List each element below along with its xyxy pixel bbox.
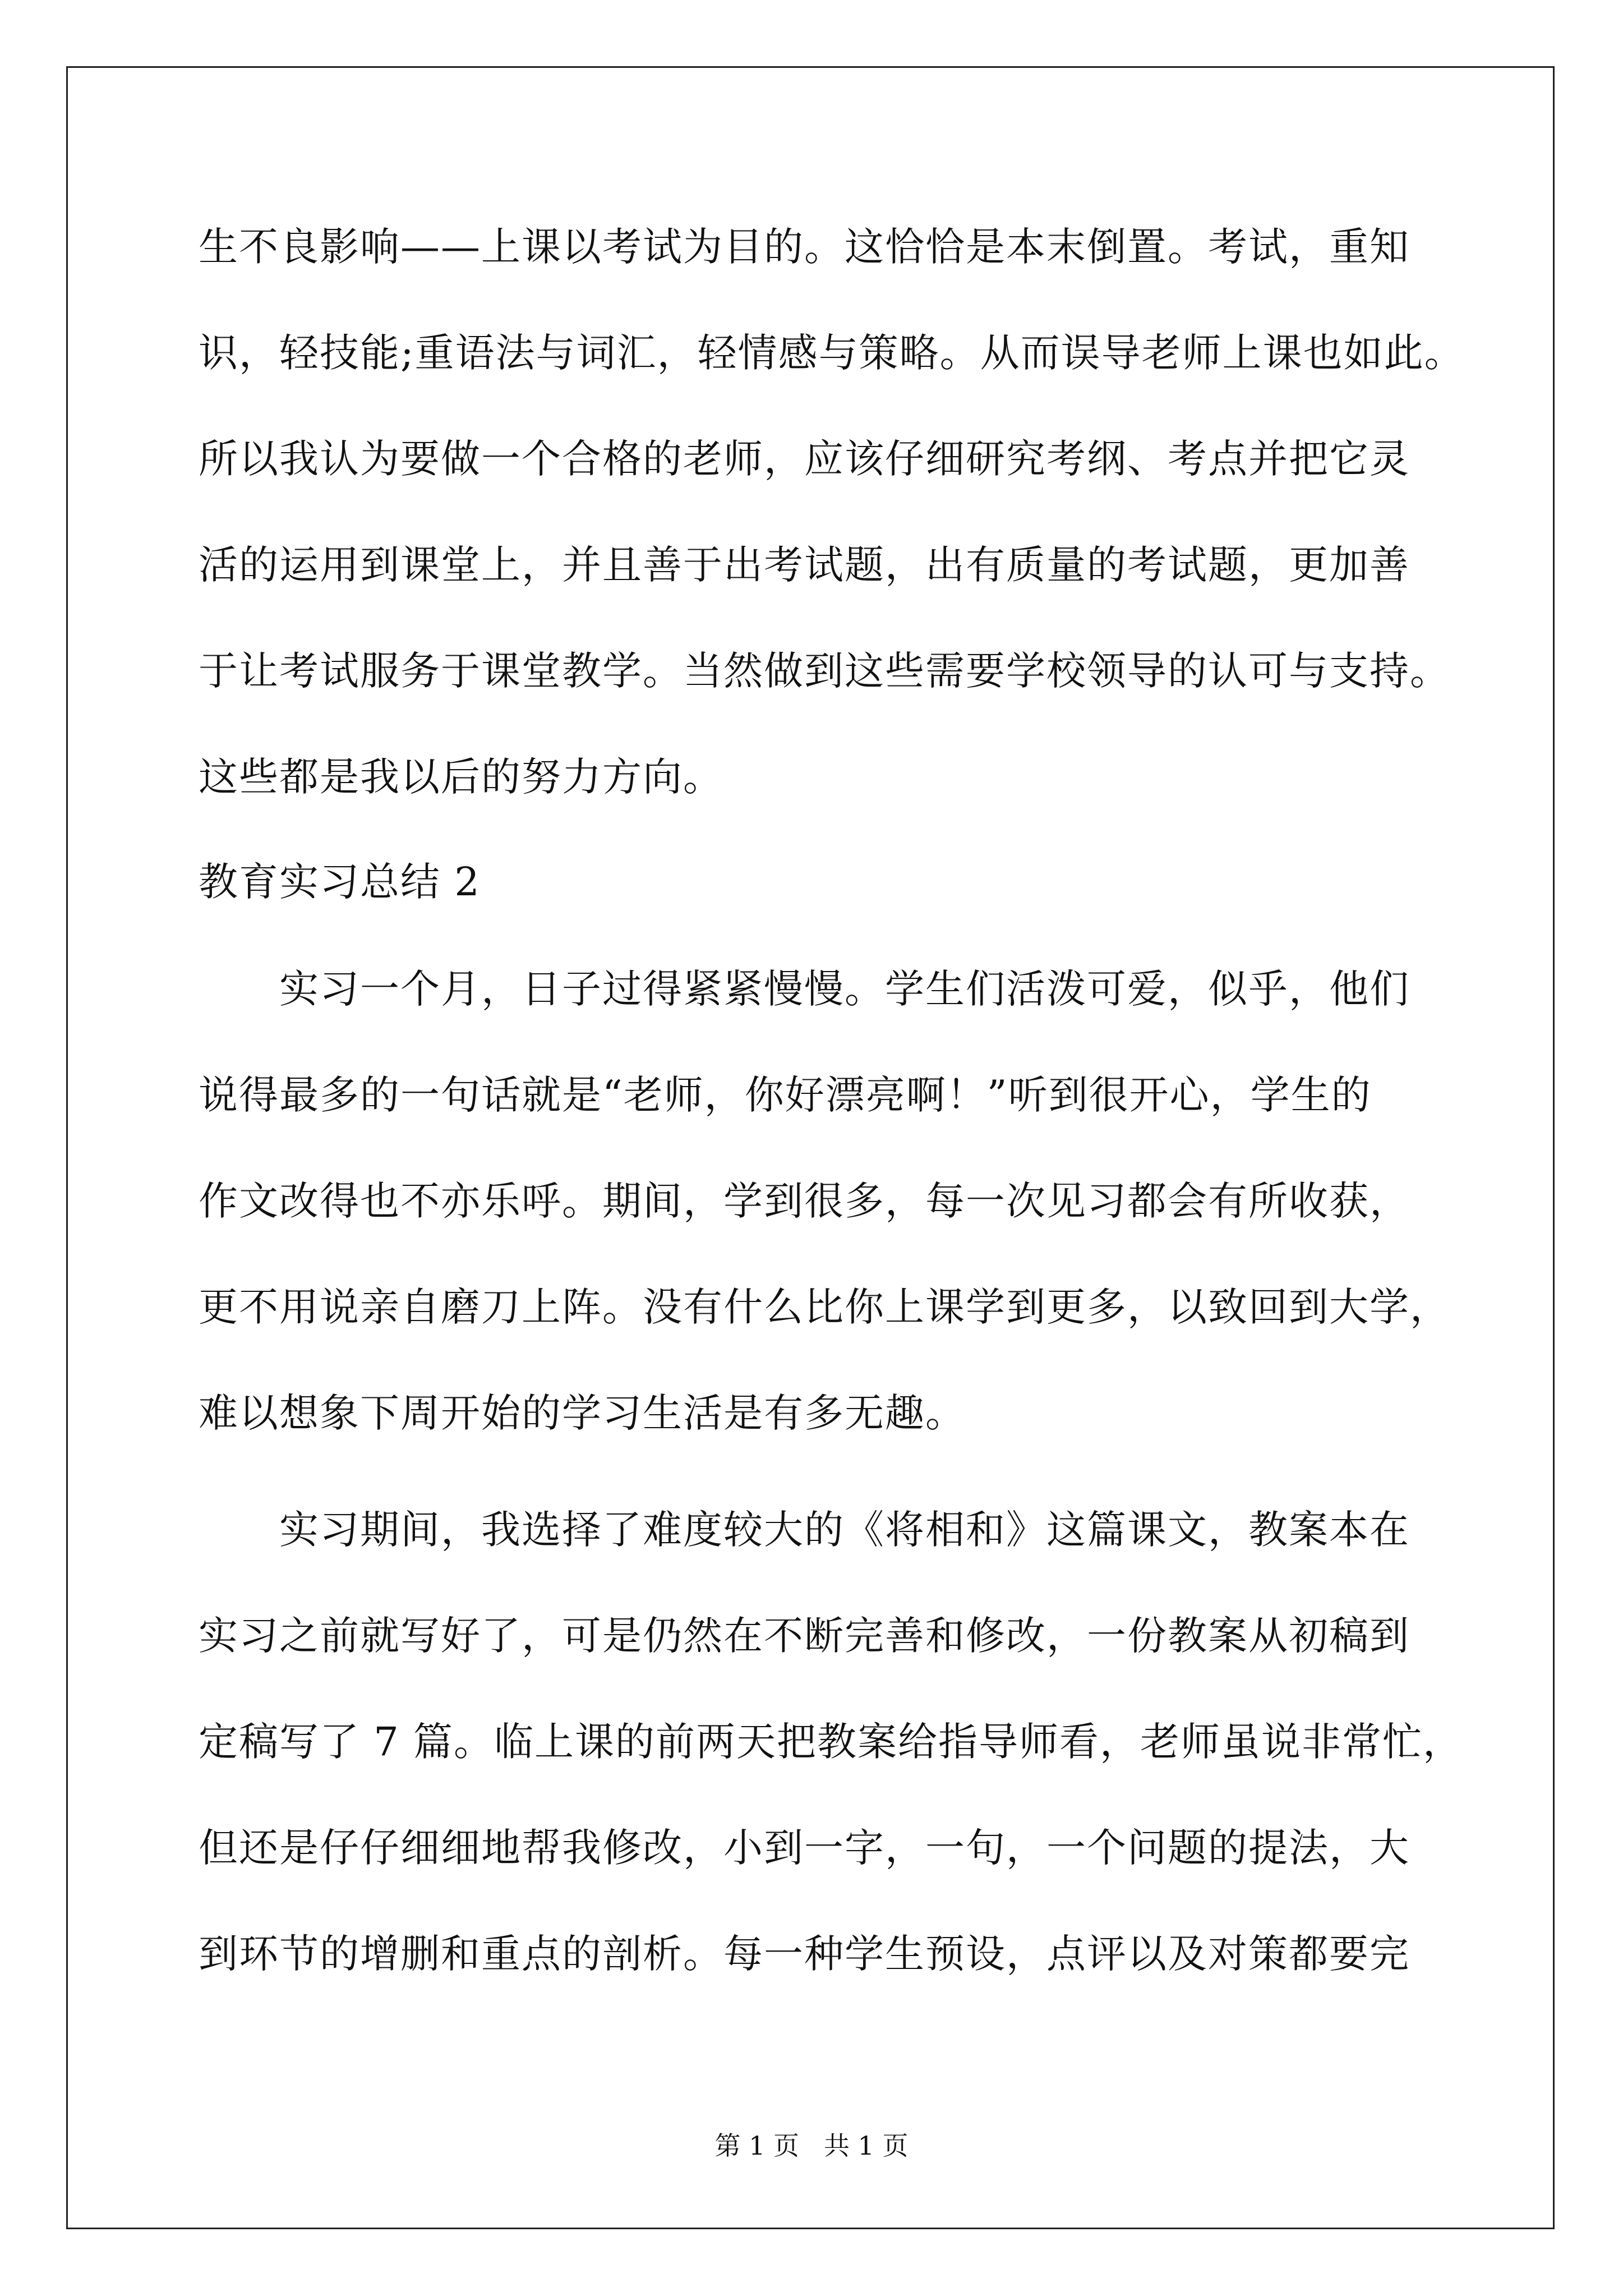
paragraph-line: 更不用说亲自磨刀上阵。没有什么比你上课学到更多，以致回到大学， (199, 1284, 1450, 1330)
page-number: 第 1 页 (714, 2131, 800, 2161)
paragraph-line: 所以我认为要做一个合格的老师，应该仔细研究考纲、考点并把它灵 (199, 436, 1410, 482)
paragraph-line: 定稿写了 7 篇。临上课的前两天把教案给指导师看，老师虽说非常忙， (199, 1719, 1464, 1765)
paragraph-line: 这些都是我以后的努力方向。 (199, 754, 723, 800)
paragraph-line: 识，轻技能;重语法与词汇，轻情感与策略。从而误导老师上课也如此。 (199, 330, 1465, 376)
section-heading: 教育实习总结 2 (199, 859, 481, 905)
paragraph-line: 生不良影响——上课以考试为目的。这恰恰是本末倒置。考试，重知 (199, 224, 1410, 270)
paragraph-line: 实习一个月，日子过得紧紧慢慢。学生们活泼可爱，似乎，他们 (279, 966, 1410, 1012)
page-footer (0, 2129, 1623, 2162)
paragraph-line: 说得最多的一句话就是“老师，你好漂亮啊！”听到很开心，学生的 (199, 1072, 1372, 1118)
paragraph-line: 实习之前就写好了，可是仍然在不断完善和修改，一份教案从初稿到 (199, 1613, 1410, 1659)
page-border (66, 66, 1555, 2229)
paragraph-line: 难以想象下周开始的学习生活是有多无趣。 (199, 1390, 966, 1436)
paragraph-line: 活的运用到课堂上，并且善于出考试题，出有质量的考试题，更加善 (199, 542, 1410, 588)
paragraph-line: 实习期间，我选择了难度较大的《将相和》这篇课文，教案本在 (279, 1507, 1410, 1553)
paragraph-line: 但还是仔仔细细地帮我修改，小到一字，一句，一个问题的提法，大 (199, 1825, 1410, 1871)
paragraph-line: 作文改得也不亦乐呼。期间，学到很多，每一次见习都会有所收获， (199, 1178, 1410, 1224)
page-total: 共 1 页 (823, 2131, 909, 2161)
paragraph-line: 到环节的增删和重点的剖析。每一种学生预设，点评以及对策都要完 (199, 1931, 1410, 1977)
paragraph-line: 于让考试服务于课堂教学。当然做到这些需要学校领导的认可与支持。 (199, 648, 1450, 694)
